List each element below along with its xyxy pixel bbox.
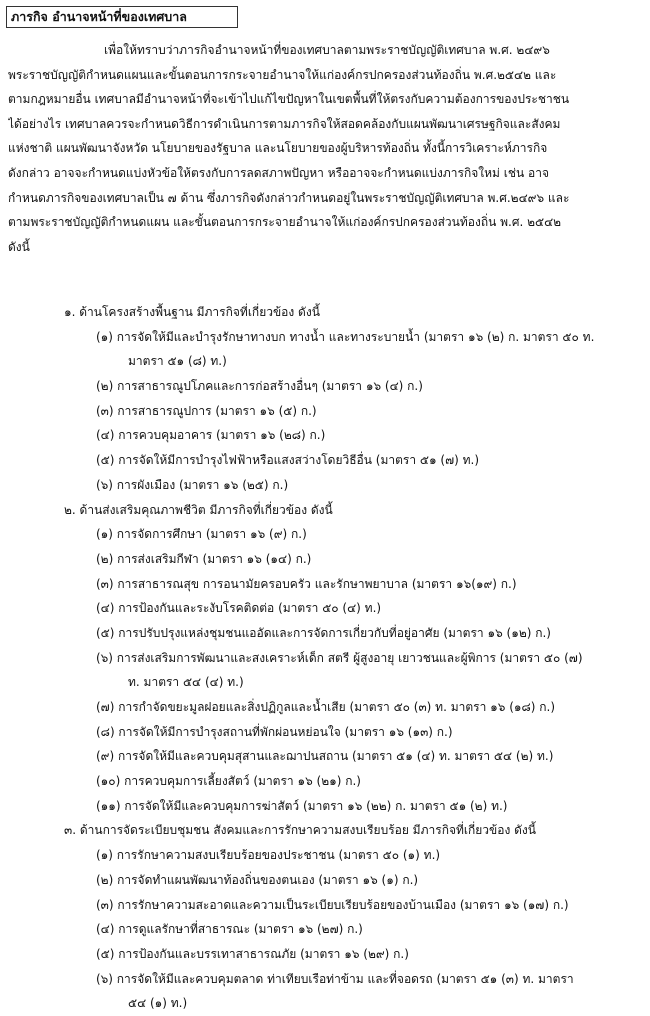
intro-line: ได้อย่างไร เทศบาลควรจะกำหนดวิธีการดำเนินการตามภารกิจให้สอดคล้องกับแผนพัฒนาเศรษฐกิจและสังคม (8, 116, 561, 131)
list-item: (๖) การผังเมือง (มาตรา ๑๖ (๒๕) ก.) (96, 477, 289, 492)
list-item: (๒) การจัดทำแผนพัฒนาท้องถิ่นของตนเอง (มาตรา ๑๖ (๑) ก.) (96, 872, 419, 887)
list-item: (๔) การดูแลรักษาที่สาธารณะ (มาตรา ๑๖ (๒๗) ก.) (96, 922, 363, 937)
list-item: (๑) การจัดการศึกษา (มาตรา ๑๖ (๙) ก.) (96, 527, 307, 542)
list-item: (๘) การจัดให้มีการบำรุงสถานที่พักผ่อนหย่อนใจ (มาตรา ๑๖ (๑๓) ก.) (96, 724, 453, 739)
list-item-continuation: มาตรา ๕๑ (๘) ท.) (128, 354, 227, 369)
list-item: (๒) การส่งเสริมกีฬา (มาตรา ๑๖ (๑๔) ก.) (96, 551, 312, 566)
list-item: (๑) การรักษาความสงบเรียบร้อยของประชาชน (มาตรา ๕๐ (๑) ท.) (96, 848, 441, 863)
intro-line: ตามกฎหมายอื่น เทศบาลมีอำนาจหน้าที่จะเข้าไปแก้ไขปัญหาในเขตพื้นที่ให้ตรงกับความต้องการของประชาชน (8, 92, 570, 107)
intro-line: ตามพระราชบัญญัติกำหนดแผน และขั้นตอนการกระจายอำนาจให้แก่องค์กรปกครองส่วนท้องถิ่น พ.ศ. ๒๕๔๒ (8, 215, 562, 230)
mission-list (8, 300, 640, 1016)
list-item: (๙) การจัดให้มีและควบคุมสุสานและฌาปนสถาน (มาตรา ๕๑ (๔) ท. มาตรา ๕๔ (๒) ท.) (96, 749, 554, 764)
list-item: (๕) การปรับปรุงแหล่งชุมชนแออัดและการจัดการเกี่ยวกับที่อยู่อาศัย (มาตรา ๑๖ (๑๒) ก.) (96, 625, 551, 640)
list-item: (๕) การจัดให้มีการบำรุงไฟฟ้าหรือแสงสว่างโดยวิธีอื่น (มาตรา ๕๑ (๗) ท.) (96, 453, 480, 468)
section-heading: ๒. ด้านส่งเสริมคุณภาพชีวิต มีภารกิจที่เกี่ยวข้อง ดังนี้ (64, 502, 333, 517)
list-item: (๑๑) การจัดให้มีและควบคุมการฆ่าสัตว์ (มาตรา ๑๖ (๒๒) ก. มาตรา ๕๑ (๒) ท.) (96, 798, 508, 813)
list-item: (๓) การสาธารณสุข การอนามัยครอบครัว และรักษาพยาบาล (มาตรา ๑๖(๑๙) ก.) (96, 576, 517, 591)
intro-line: ดังกล่าว อาจจะกำหนดแบ่งหัวข้อให้ตรงกับการลดสภาพปัญหา หรืออาจจะกำหนดแบ่งภารกิจใหม่ เช่น อาจ (8, 165, 549, 180)
list-item: (๔) การป้องกันและระงับโรคติดต่อ (มาตรา ๕๐ (๔) ท.) (96, 601, 382, 616)
section-heading: ๓. ด้านการจัดระเบียบชุมชน สังคมและการรักษาความสงบเรียบร้อย มีภารกิจที่เกี่ยวข้อง ดังนี้ (64, 823, 536, 838)
intro-line: กำหนดภารกิจของเทศบาลเป็น ๗ ด้าน ซึ่งภารกิจดังกล่าวกำหนดอยู่ในพระราชบัญญัติเทศบาล พ.ศ.๒๔๙๖ และ (8, 190, 570, 205)
list-item: (๑) การจัดให้มีและบำรุงรักษาทางบก ทางน้ำ และทางระบายน้ำ (มาตรา ๑๖ (๒) ก. มาตรา ๕๐ ท. (96, 329, 595, 344)
section-heading: ๑. ด้านโครงสร้างพื้นฐาน มีภารกิจที่เกี่ยวข้อง ดังนี้ (64, 305, 320, 319)
list-item: (๗) การกำจัดขยะมูลฝอยและสิ่งปฏิกูลและน้ำเสีย (มาตรา ๕๐ (๓) ท. มาตรา ๑๖ (๑๘) ก.) (96, 700, 556, 714)
list-item: (๔) การควบคุมอาคาร (มาตรา ๑๖ (๒๘) ก.) (96, 428, 326, 443)
list-item: (๓) การรักษาความสะอาดและความเป็นระเบียบเรียบร้อยของบ้านเมือง (มาตรา ๑๖ (๑๗) ก.) (96, 897, 569, 912)
intro-line: พระราชบัญญัติกำหนดแผนและขั้นตอนการกระจายอำนาจให้แก่องค์กรปกครองส่วนท้องถิ่น พ.ศ.๒๕๔๒ และ (8, 67, 557, 82)
list-item: (๒) การสาธารณูปโภคและการก่อสร้างอื่นๆ (มาตรา ๑๖ (๔) ก.) (96, 379, 423, 394)
intro-line: ดังนี้ (8, 239, 30, 254)
intro-line: เพื่อให้ทราบว่าภารกิจอำนาจหน้าที่ของเทศบาลตามพระราชบัญญัติเทศบาล พ.ศ. ๒๔๙๖ (104, 43, 550, 57)
list-item: (๓) การสาธารณูปการ (มาตรา ๑๖ (๕) ก.) (96, 403, 317, 418)
list-item: (๖) การส่งเสริมการพัฒนาและสงเคราะห์เด็ก สตรี ผู้สูงอายุ เยาวชนและผู้พิการ (มาตรา ๕๐ (๗) (96, 650, 583, 665)
list-item-continuation: ๕๔ (๑) ท.) (128, 996, 188, 1011)
list-item-continuation: ท. มาตรา ๕๔ (๔) ท.) (128, 675, 244, 690)
list-item: (๑๐) การควบคุมการเลี้ยงสัตว์ (มาตรา ๑๖ (๒๑) ก.) (96, 774, 361, 789)
list-item: (๕) การป้องกันและบรรเทาสาธารณภัย (มาตรา ๑๖ (๒๙) ก.) (96, 946, 409, 961)
list-item: (๖) การจัดให้มีและควบคุมตลาด ท่าเทียบเรือท่าข้าม และที่จอดรถ (มาตรา ๕๑ (๓) ท. มาตรา (96, 971, 574, 986)
page-title: ภารกิจ อำนาจหน้าที่ของเทศบาล (6, 6, 238, 28)
intro-line: แห่งชาติ แผนพัฒนาจังหวัด นโยบายของรัฐบาล และนโยบายของผู้บริหารท้องถิ่น ทั้งนี้การวิเคราะห์ภารกิจ (8, 141, 548, 156)
intro-paragraph (8, 38, 640, 259)
